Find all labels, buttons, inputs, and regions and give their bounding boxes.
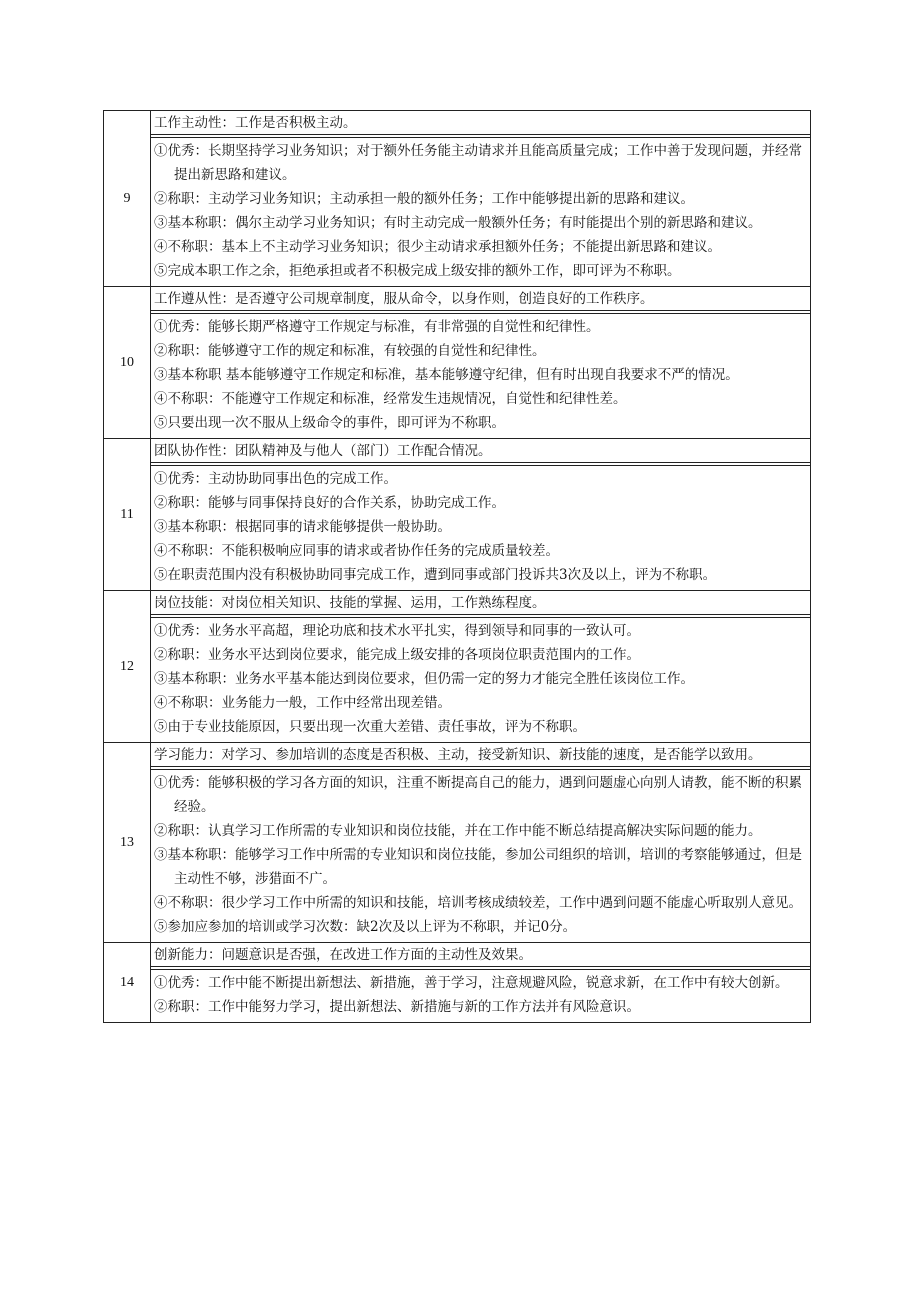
criteria-body [151,943,810,1022]
level-item: ①优秀：能够积极的学习各方面的知识，注重不断提高自己的能力，遇到问题虚心向别人请教，能不断的积累经验。 [154,775,802,815]
level-item: ④不称职：基本上不主动学习业务知识；很少主动请求承担额外任务；不能提出新思路和建议。 [154,239,721,255]
criteria-title: 工作主动性：工作是否积极主动。 [151,111,810,135]
level-item: ⑤只要出现一次不服从上级命令的事件，即可评为不称职。 [154,415,505,431]
criteria-levels [151,617,810,742]
level-item: ⑤由于专业技能原因，只要出现一次重大差错、责任事故，评为不称职。 [154,719,586,735]
level-item: ②称职：能够遵守工作的规定和标准，有较强的自觉性和纪律性。 [154,343,546,359]
row-number: 10 [104,287,151,438]
criteria-row [103,743,811,943]
criteria-body [151,287,810,438]
level-item: ⑤在职责范围内没有积极协助同事完成工作，遭到同事或部门投诉共3次及以上，评为不称职。 [154,567,717,583]
level-item: ②称职：主动学习业务知识；主动承担一般的额外任务；工作中能够提出新的思路和建议。 [154,191,694,207]
level-item: ③基本称职：偶尔主动学习业务知识；有时主动完成一般额外任务；有时能提出个别的新思路和建议。 [154,215,762,231]
row-number: 9 [104,111,151,286]
level-item: ③基本称职：业务水平基本能达到岗位要求，但仍需一定的努力才能完全胜任该岗位工作。 [154,671,694,687]
level-item: ②称职：能够与同事保持良好的合作关系，协助完成工作。 [154,495,505,511]
level-item: ①优秀：长期坚持学习业务知识；对于额外任务能主动请求并且能高质量完成；工作中善于发现问题，并经常提出新思路和建议。 [154,143,802,183]
criteria-levels [151,137,810,286]
criteria-row [103,591,811,743]
level-item: ②称职：认真学习工作所需的专业知识和岗位技能，并在工作中能不断总结提高解决实际问题的能力。 [154,823,762,839]
level-item: ⑤完成本职工作之余，拒绝承担或者不积极完成上级安排的额外工作，即可评为不称职。 [154,263,681,279]
criteria-row [103,439,811,591]
criteria-title: 岗位技能：对岗位相关知识、技能的掌握、运用，工作熟练程度。 [151,591,810,615]
level-item: ①优秀：工作中能不断提出新想法、新措施，善于学习，注意规避风险，锐意求新，在工作中有较大创新。 [154,975,789,991]
criteria-title: 创新能力：问题意识是否强，在改进工作方面的主动性及效果。 [151,943,810,967]
criteria-row [103,110,811,287]
criteria-levels [151,969,810,1022]
row-number: 13 [104,743,151,942]
row-number: 11 [104,439,151,590]
level-item: ④不称职：不能积极响应同事的请求或者协作任务的完成质量较差。 [154,543,559,559]
criteria-body [151,439,810,590]
criteria-body [151,591,810,742]
level-item: ①优秀：主动协助同事出色的完成工作。 [154,471,397,487]
criteria-row [103,287,811,439]
level-item: ③基本称职 基本能够遵守工作规定和标准，基本能够遵守纪律，但有时出现自我要求不严的情况。 [154,367,739,383]
level-item: ②称职：业务水平达到岗位要求，能完成上级安排的各项岗位职责范围内的工作。 [154,647,640,663]
level-item: ③基本称职：能够学习工作中所需的专业知识和岗位技能，参加公司组织的培训，培训的考察能够通过，但是主动性不够，涉猎面不广。 [154,847,802,887]
criteria-title: 团队协作性：团队精神及与他人（部门）工作配合情况。 [151,439,810,463]
level-item: ①优秀：业务水平高超，理论功底和技术水平扎实，得到领导和同事的一致认可。 [154,623,640,639]
criteria-row [103,943,811,1023]
criteria-title: 工作遵从性：是否遵守公司规章制度，服从命令，以身作则，创造良好的工作秩序。 [151,287,810,311]
criteria-levels [151,313,810,438]
level-item: ⑤参加应参加的培训或学习次数：缺2次及以上评为不称职，并记0分。 [154,919,577,935]
level-item: ①优秀：能够长期严格遵守工作规定与标准，有非常强的自觉性和纪律性。 [154,319,600,335]
level-item: ④不称职：业务能力一般，工作中经常出现差错。 [154,695,451,711]
criteria-title: 学习能力：对学习、参加培训的态度是否积极、主动，接受新知识、新技能的速度，是否能学以致用。 [151,743,810,767]
level-item: ④不称职：不能遵守工作规定和标准，经常发生违规情况，自觉性和纪律性差。 [154,391,627,407]
row-number: 12 [104,591,151,742]
row-number: 14 [104,943,151,1022]
level-item: ③基本称职：根据同事的请求能够提供一般协助。 [154,519,451,535]
criteria-body [151,743,810,942]
criteria-body [151,111,810,286]
criteria-levels [151,465,810,590]
criteria-levels [151,769,810,942]
level-item: ②称职：工作中能努力学习，提出新想法、新措施与新的工作方法并有风险意识。 [154,999,640,1015]
level-item: ④不称职：很少学习工作中所需的知识和技能，培训考核成绩较差，工作中遇到问题不能虚心听取别人意见。 [154,895,802,911]
evaluation-table [103,110,811,1023]
